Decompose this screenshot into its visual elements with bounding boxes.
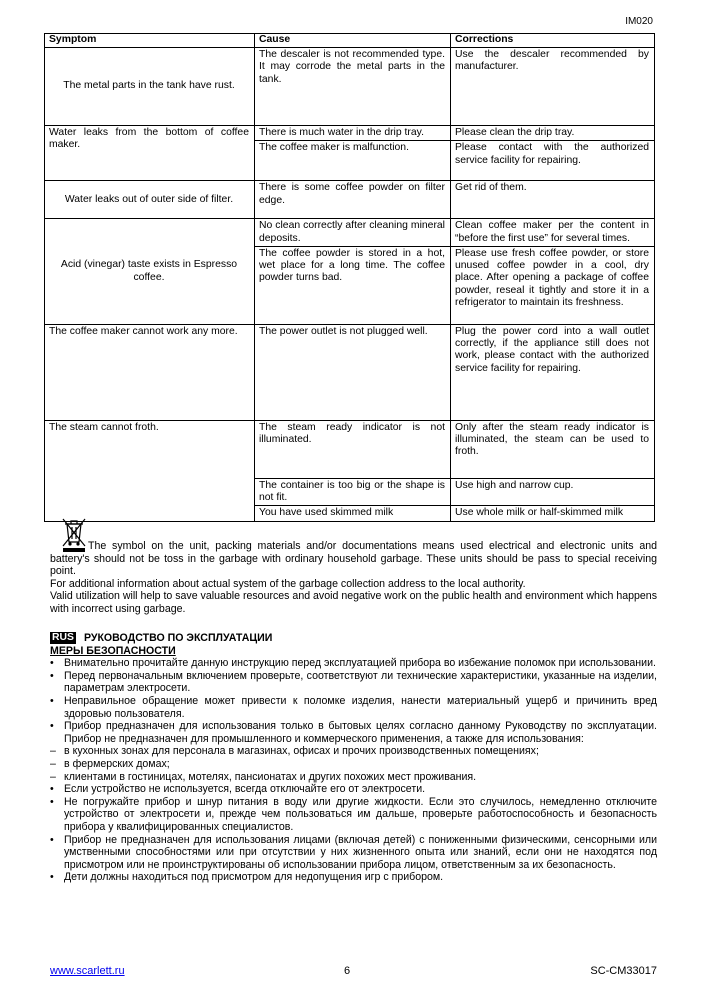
bullet-list-item — [50, 834, 657, 872]
table-row — [45, 219, 655, 247]
weee-paragraph: Valid utilization will help to save valuable resources and avoid negative work on the public health and environment which happens with incorrect using garbage. — [50, 590, 657, 615]
correction-cell: Use the descaler recommended by manufacturer. — [451, 48, 655, 126]
list-item-text: Внимательно прочитайте данную инструкцию перед эксплуатацией прибора во избежание поломок при использовании. — [64, 657, 656, 670]
dash-list-item — [50, 745, 657, 758]
weee-paragraph: The symbol on the unit, packing materials and/or documentations means used electrical and electronic units and battery's should not be toss in the garbage with ordinary household garbage. These units should be pass to special receiving point. — [50, 540, 657, 578]
header-corrections: Corrections — [451, 34, 655, 48]
correction-cell: Plug the power cord into a wall outlet correctly, if the appliance still does not work, please contact with the authorized service facility for repairing. — [451, 324, 655, 420]
list-item-text: Прибор не предназначен для использования лицами (включая детей) с пониженными физическими, сенсорными или умственными способностями или при отсутствии у них жизненного опыта или знаний, если они не находятся под присмотром или не проинструктированы об использовании прибора лицом, ответственным за их безопасность. — [64, 833, 657, 871]
cause-cell: There is some coffee powder on filter edge. — [255, 181, 451, 219]
cause-cell: The coffee maker is malfunction. — [255, 141, 451, 181]
table-row — [45, 324, 655, 420]
correction-cell: Please clean the drip tray. — [451, 126, 655, 141]
cause-cell: The power outlet is not plugged well. — [255, 324, 451, 420]
correction-cell: Clean coffee maker per the content in “before the first use” for several times. — [451, 219, 655, 247]
cause-cell: No clean correctly after cleaning mineral deposits. — [255, 219, 451, 247]
correction-cell: Please use fresh coffee powder, or store unused coffee powder in a cool, dry place. After opening a package of coffee powder, reseal it tightly and store it in a refrigerator to maintain its freshness. — [451, 246, 655, 324]
model-code: IM020 — [625, 16, 653, 27]
bullet-list-item — [50, 695, 657, 720]
rus-heading — [50, 632, 657, 645]
cause-cell: The container is too big or the shape is not fit. — [255, 478, 451, 506]
list-item-text: Прибор предназначен для использования только в бытовых целях согласно данному Руководству по эксплуатации. Прибор не предназначен для промышленного и коммерческого применения, а также для использования: — [64, 720, 657, 745]
list-item-text: Если устройство не используется, всегда отключайте его от электросети. — [64, 783, 426, 796]
bullet-marker: • — [50, 657, 54, 670]
list-item-text: в фермерских домах; — [64, 757, 170, 770]
correction-cell: Only after the steam ready indicator is illuminated, the steam can be used to froth. — [451, 420, 655, 478]
bullet-list-item — [50, 796, 657, 834]
rus-safety-section — [50, 632, 657, 884]
symptom-cell: The metal parts in the tank have rust. — [45, 48, 255, 126]
list-item-text: Перед первоначальным включением проверьте, соответствуют ли технические характеристики, указанные на изделии, параметрам электросети. — [64, 669, 657, 695]
cause-cell: The coffee powder is stored in a hot, wet place for a long time. The coffee powder turns bad. — [255, 246, 451, 324]
page-number: 6 — [344, 965, 351, 977]
bullet-marker: • — [50, 783, 54, 796]
symptom-cell: The steam cannot froth. — [45, 420, 255, 521]
troubleshooting-table — [44, 33, 655, 522]
bullet-list-item — [50, 783, 657, 796]
bullet-marker: • — [50, 669, 54, 682]
cause-cell: You have used skimmed milk — [255, 506, 451, 521]
safety-subtitle: МЕРЫ БЕЗОПАСНОСТИ — [50, 644, 176, 657]
bullet-list-item — [50, 657, 657, 670]
table-row — [45, 420, 655, 478]
language-badge: RUS — [52, 632, 74, 644]
dash-list-item — [50, 771, 657, 784]
list-item-text: в кухонных зонах для персонала в магазинах, офисах и прочих производственных помещениях; — [64, 745, 539, 758]
list-item-text: Неправильное обращение может привести к поломке изделия, нанести материальный ущерб и причинить вред здоровью пользователя. — [64, 694, 657, 720]
symptom-cell: Water leaks from the bottom of coffee maker. — [45, 126, 255, 181]
list-item-text: клиентами в гостиницах, мотелях, пансионатах и других похожих мест проживания. — [64, 770, 477, 783]
table-row — [45, 126, 655, 141]
bullet-list-item — [50, 720, 657, 745]
dash-marker: – — [50, 745, 56, 758]
manual-title: РУКОВОДСТВО ПО ЭКСПЛУАТАЦИИ — [83, 632, 273, 644]
header-cause: Cause — [255, 34, 451, 48]
weee-notice — [50, 516, 657, 616]
website-link[interactable]: www.scarlett.ru — [50, 965, 125, 977]
header-symptom: Symptom — [45, 34, 255, 48]
safety-list — [50, 657, 657, 884]
bullet-marker: • — [50, 795, 54, 808]
table-header-row — [45, 34, 655, 48]
list-item-text: Дети должны находиться под присмотром для недопущения игр с прибором. — [64, 871, 444, 884]
crossed-bin-icon — [60, 516, 88, 554]
correction-cell: Please contact with the authorized service facility for repairing. — [451, 141, 655, 181]
symptom-cell: Water leaks out of outer side of filter. — [45, 181, 255, 219]
dash-marker: – — [50, 757, 56, 770]
symptom-cell: Acid (vinegar) taste exists in Espresso coffee. — [45, 219, 255, 325]
correction-cell: Use high and narrow cup. — [451, 478, 655, 506]
dash-list-item — [50, 758, 657, 771]
correction-cell: Get rid of them. — [451, 181, 655, 219]
bullet-marker: • — [50, 720, 54, 733]
symptom-cell: The coffee maker cannot work any more. — [45, 324, 255, 420]
bullet-marker: • — [50, 871, 54, 884]
dash-marker: – — [50, 770, 56, 783]
bullet-marker: • — [50, 694, 54, 707]
cause-cell: The descaler is not recommended type. It may corrode the metal parts in the tank. — [255, 48, 451, 126]
cause-cell: The steam ready indicator is not illuminated. — [255, 420, 451, 478]
correction-cell: Use whole milk or half-skimmed milk — [451, 506, 655, 521]
page-footer — [50, 965, 657, 979]
bullet-list-item — [50, 670, 657, 695]
bullet-marker: • — [50, 833, 54, 846]
list-item-text: Не погружайте прибор и шнур питания в воду или другие жидкости. Если это случилось, немедленно отключите устройство от электросети и, прежде чем пользоваться им дальше, проверьте работоспособность и безопасность прибора у квалифицированных специалистов. — [64, 795, 657, 833]
table-row — [45, 181, 655, 219]
weee-paragraph: For additional information about actual system of the garbage collection address to the local authority. — [50, 577, 526, 590]
table-row — [45, 48, 655, 126]
bullet-list-item — [50, 871, 657, 884]
cause-cell: There is much water in the drip tray. — [255, 126, 451, 141]
model-number: SC-CM33017 — [590, 965, 657, 977]
